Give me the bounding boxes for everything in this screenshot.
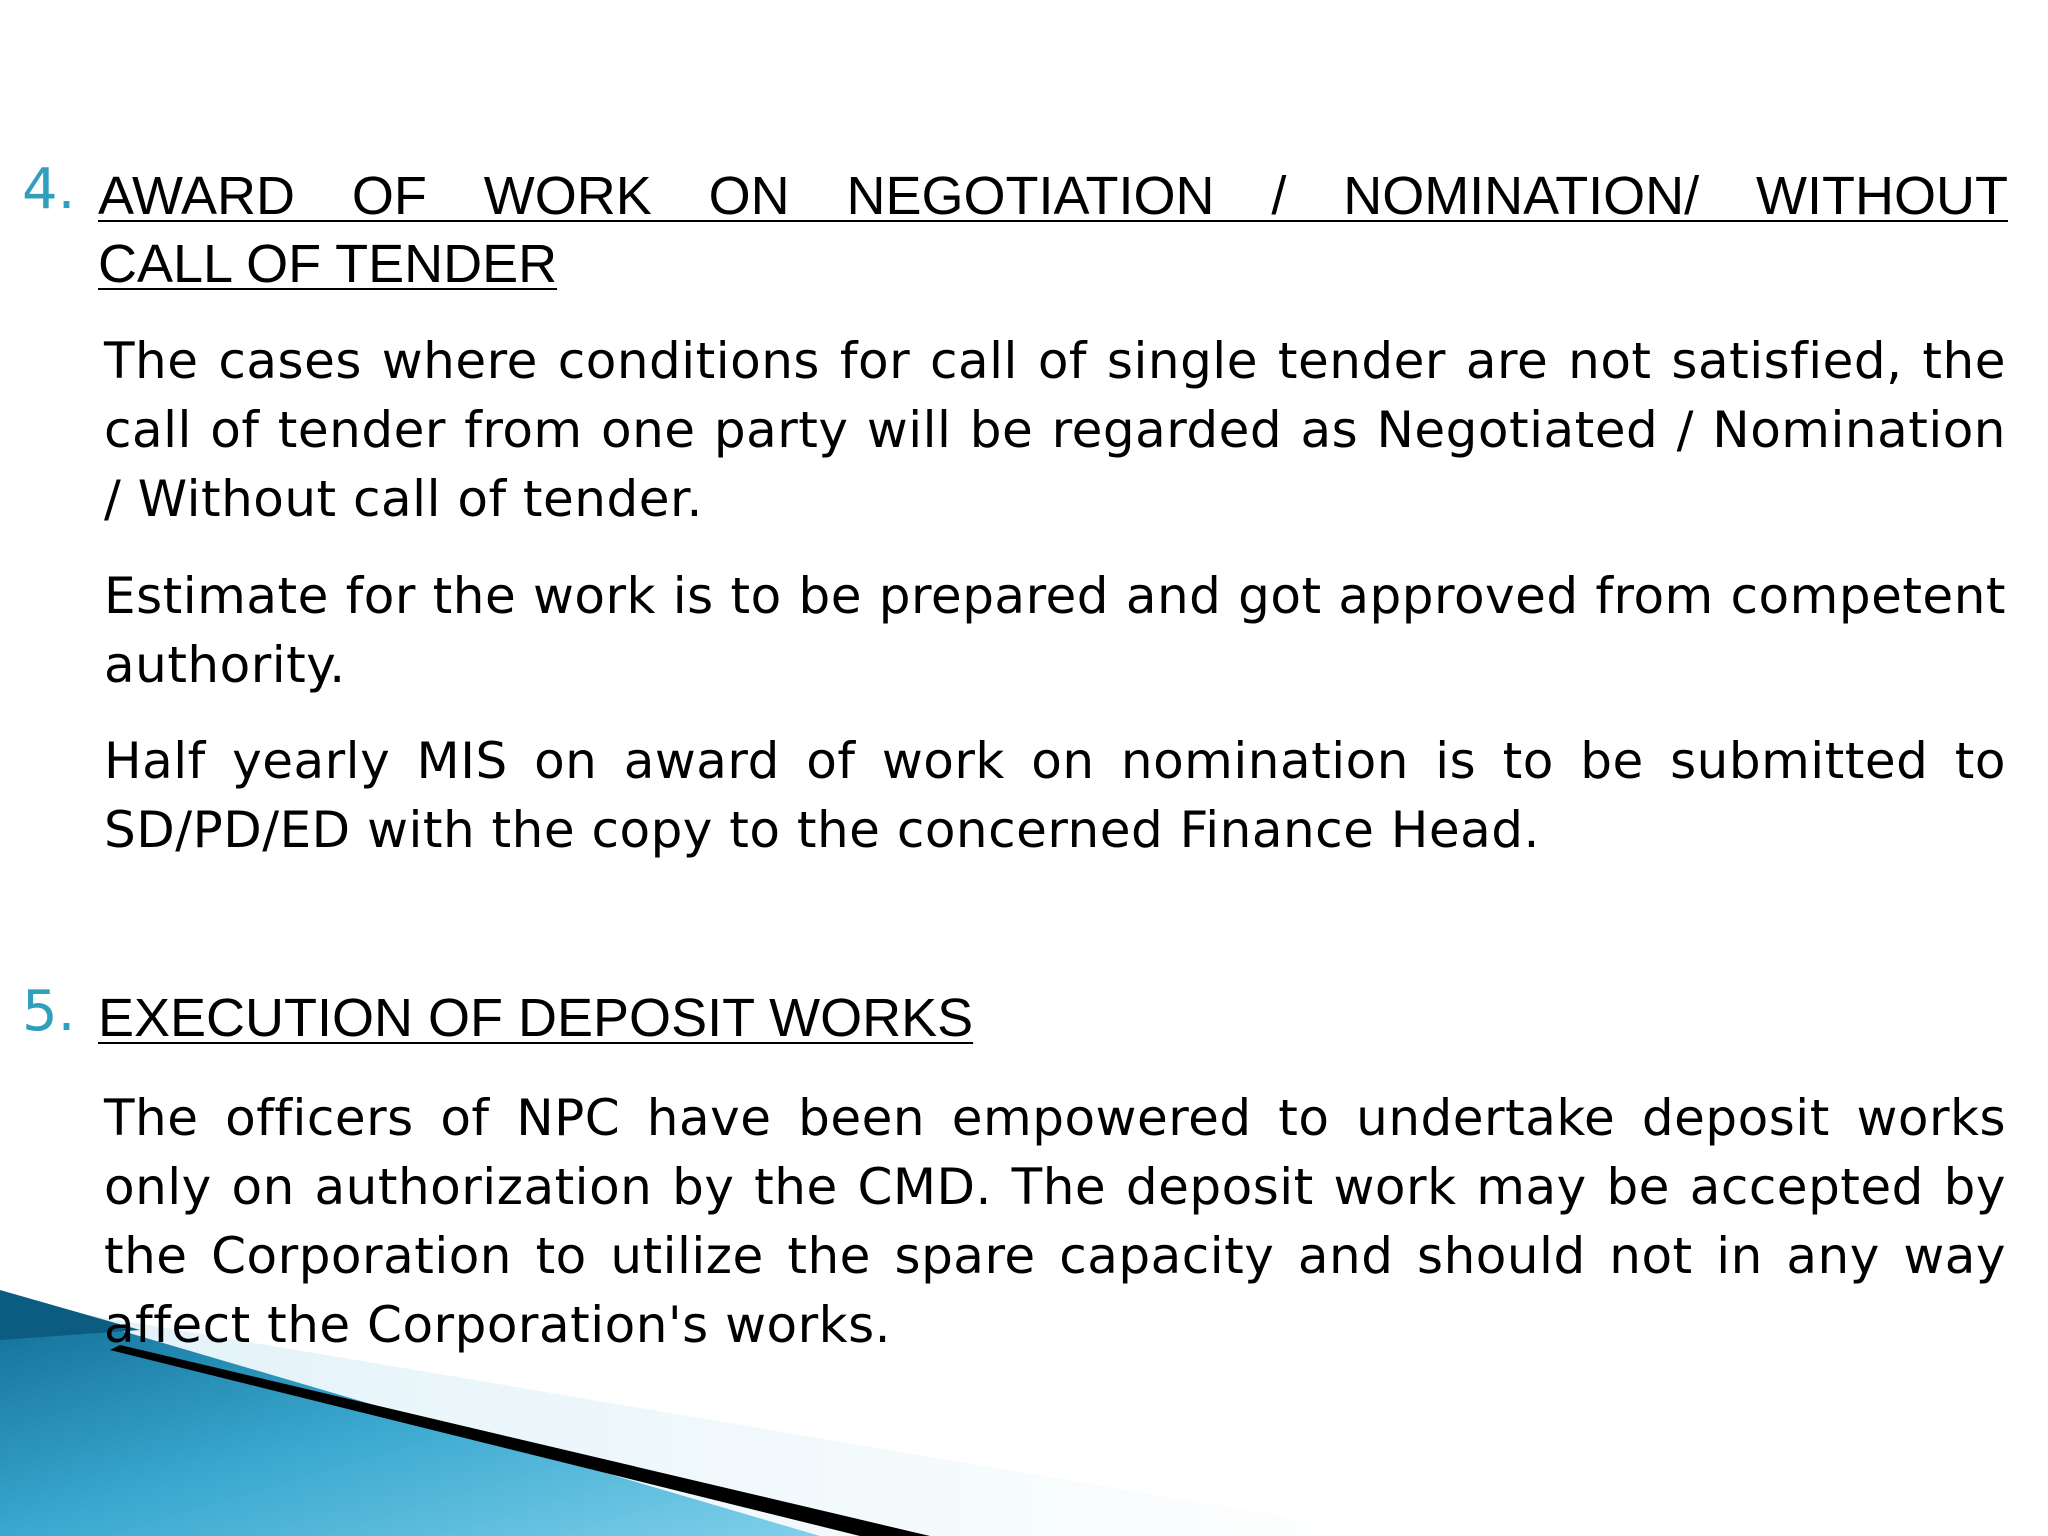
section-5-title	[98, 984, 2008, 1052]
section-4-paragraph-1: The cases where conditions for call of single tender are not satisfied, the call of tender from one party will be regarded as Negotiated / Nomination / Without call of tender.	[104, 332, 2006, 528]
section-5-paragraph-1: The officers of NPC have been empowered to undertake deposit works only on authorization by the CMD. The deposit work may be accepted by the Corporation to utilize the spare capacity and should not in any way affect the Corporation's works.	[104, 1089, 2006, 1354]
section-4-title-line-1: AWARD OF WORK ON NEGOTIATION / NOMINATION/ WITHOUT	[98, 166, 2008, 226]
section-5-number: 5.	[22, 979, 76, 1044]
section-4-number: 4.	[22, 157, 76, 222]
section-4-paragraph-2: Estimate for the work is to be prepared and got approved from competent authority.	[104, 567, 2006, 694]
section-5-title-text: EXECUTION OF DEPOSIT WORKS	[98, 988, 974, 1048]
section-4-title	[98, 162, 2008, 298]
section-4-title-line-2: CALL OF TENDER	[98, 234, 558, 294]
section-4-paragraph-3: Half yearly MIS on award of work on nomination is to be submitted to SD/PD/ED with the copy to the concerned Finance Head.	[104, 732, 2006, 859]
